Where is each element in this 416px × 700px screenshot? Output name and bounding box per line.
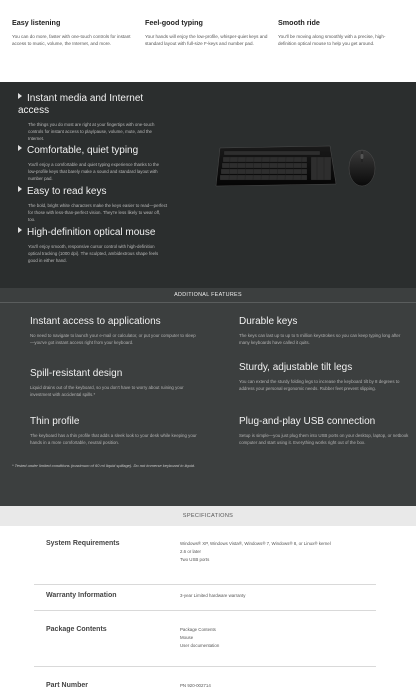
top-feature-smooth-ride <box>278 18 402 48</box>
spec-value: 2.6 or later <box>180 548 201 554</box>
feature-title-text: Easy to read keys <box>27 186 107 197</box>
spec-label: Part Number <box>46 682 89 689</box>
top-feature-body: Your hands will enjoy the low-profile, whisper-quiet keys and standard layout with full-size F-keys and number pad. <box>145 34 268 47</box>
spec-value: Windows® XP, Windows Vista®, Windows® 7, Windows® 8, or Linux® kernel <box>180 541 331 546</box>
top-feature-title: Easy listening <box>12 18 61 27</box>
feature-instant-media <box>18 93 168 142</box>
additional-feature-body: You can extend the sturdy folding legs to increase the keyboard tilt by 8 degrees to address your personal ergonomic needs. Rubber feet prevent slipping. <box>239 379 400 391</box>
spec-label: System Requirements <box>46 540 120 547</box>
top-feature-body: You'll be moving along smoothly with a precise, high-definition optical mouse to help you get around. <box>278 34 386 47</box>
footnote: * Tested under limited conditions (maximum of 60 ml liquid spillage). Do not immerse keyboard in liquid. <box>12 463 196 468</box>
triangle-right-icon <box>18 186 22 192</box>
spec-value: Package Contents <box>180 627 216 632</box>
additional-feature-title: Instant access to applications <box>30 316 161 327</box>
triangle-right-icon <box>18 145 22 151</box>
spec-row-part-number <box>34 682 376 696</box>
additional-feature-body: Liquid drains out of the keyboard, so you don't have to worry about ruining your investment with accidental spills.* <box>30 385 184 397</box>
divider <box>0 302 416 303</box>
top-feature-feel-good-typing <box>145 18 269 48</box>
specifications-header: SPECIFICATIONS <box>0 506 416 526</box>
spec-values <box>180 540 370 563</box>
feature-title-text: High-definition optical mouse <box>27 227 156 238</box>
feature-body: The things you do most are right at your fingertips with one-touch controls for instant access to play/pause, volume, mute, and the Internet. <box>28 122 155 141</box>
top-feature-body: You can do more, faster with one-touch controls for instant access to music, volume, the Internet, and more. <box>12 34 131 47</box>
feature-title <box>18 145 168 157</box>
additional-feature-instant-access <box>30 316 200 346</box>
feature-body: You'll enjoy smooth, responsive cursor control with high-definition optical tracking (1000 dpi). The sculpted, ambidextrous shape feels good in either hand. <box>28 244 159 263</box>
top-feature-title: Feel-good typing <box>145 18 203 27</box>
spec-value: User documentation <box>180 642 220 648</box>
additional-feature-title: Spill-resistant design <box>30 368 123 379</box>
spec-label: Package Contents <box>46 626 107 633</box>
feature-optical-mouse <box>18 227 168 264</box>
spec-values <box>180 682 370 690</box>
additional-feature-spill-resistant <box>30 368 200 398</box>
feature-title <box>18 186 168 198</box>
spec-label: Warranty Information <box>46 592 117 599</box>
additional-feature-thin-profile <box>30 416 200 446</box>
additional-feature-title: Sturdy, adjustable tilt legs <box>239 362 353 373</box>
additional-feature-body: No need to navigate to launch your e-mail or calculator, or put your computer to sleep—you've got instant access right from your keyboard. <box>30 333 196 345</box>
triangle-right-icon <box>18 227 22 233</box>
additional-feature-title: Thin profile <box>30 416 80 427</box>
top-feature-title: Smooth ride <box>278 18 320 27</box>
feature-easy-read-keys <box>18 186 168 223</box>
spec-row-package-contents <box>34 626 376 667</box>
spec-values <box>180 626 370 649</box>
feature-body: You'll enjoy a comfortable and quiet typing experience thanks to the low-profile keys that barely make a sound and standard layout with number pad. <box>28 162 160 181</box>
spec-row-system-requirements <box>34 540 376 585</box>
additional-feature-durable-keys <box>239 316 409 346</box>
feature-title-text: Comfortable, quiet typing <box>27 145 139 156</box>
additional-feature-usb <box>239 416 409 446</box>
specifications-section <box>0 506 416 700</box>
spec-value: 3-year Limited hardware warranty <box>180 593 246 598</box>
additional-feature-title: Durable keys <box>239 316 298 327</box>
additional-features-section <box>0 288 416 506</box>
additional-feature-body: The keyboard has a thin profile that adds a sleek look to your desk while keeping your hands in a more comfortable, neutral position. <box>30 433 197 445</box>
main-features-section <box>0 82 416 288</box>
spec-value: PN 920-002714 <box>180 683 211 688</box>
additional-feature-tilt-legs <box>239 362 409 392</box>
feature-title <box>18 93 168 117</box>
top-feature-strip <box>0 0 416 82</box>
feature-title <box>18 227 168 239</box>
additional-feature-body: The keys can last up to up to 5 million keystrokes so you can keep typing long after many keyboards have called it quits. <box>239 333 401 345</box>
keyboard-mouse-image <box>212 140 402 210</box>
spec-value: Mouse <box>180 634 194 640</box>
top-feature-easy-listening <box>12 18 136 48</box>
feature-body: The bold, bright white characters make the keys easier to read—perfect for those with less-than-perfect vision. They're less likely to wear off, too. <box>28 203 168 222</box>
spec-row-warranty <box>34 592 376 611</box>
feature-title-text: Instant media and Internet access <box>18 93 144 116</box>
triangle-right-icon <box>18 93 22 99</box>
spec-values <box>180 592 370 600</box>
section-title: ADDITIONAL FEATURES <box>174 292 242 298</box>
feature-comfortable-typing <box>18 145 168 182</box>
additional-feature-body: Setup is simple—you just plug them into USB ports on your desktop, laptop, or netbook computer and start using it. Everything works right out of the box. <box>239 433 409 445</box>
additional-feature-title: Plug-and-play USB connection <box>239 416 376 427</box>
spec-value: Two USB ports <box>180 556 210 562</box>
